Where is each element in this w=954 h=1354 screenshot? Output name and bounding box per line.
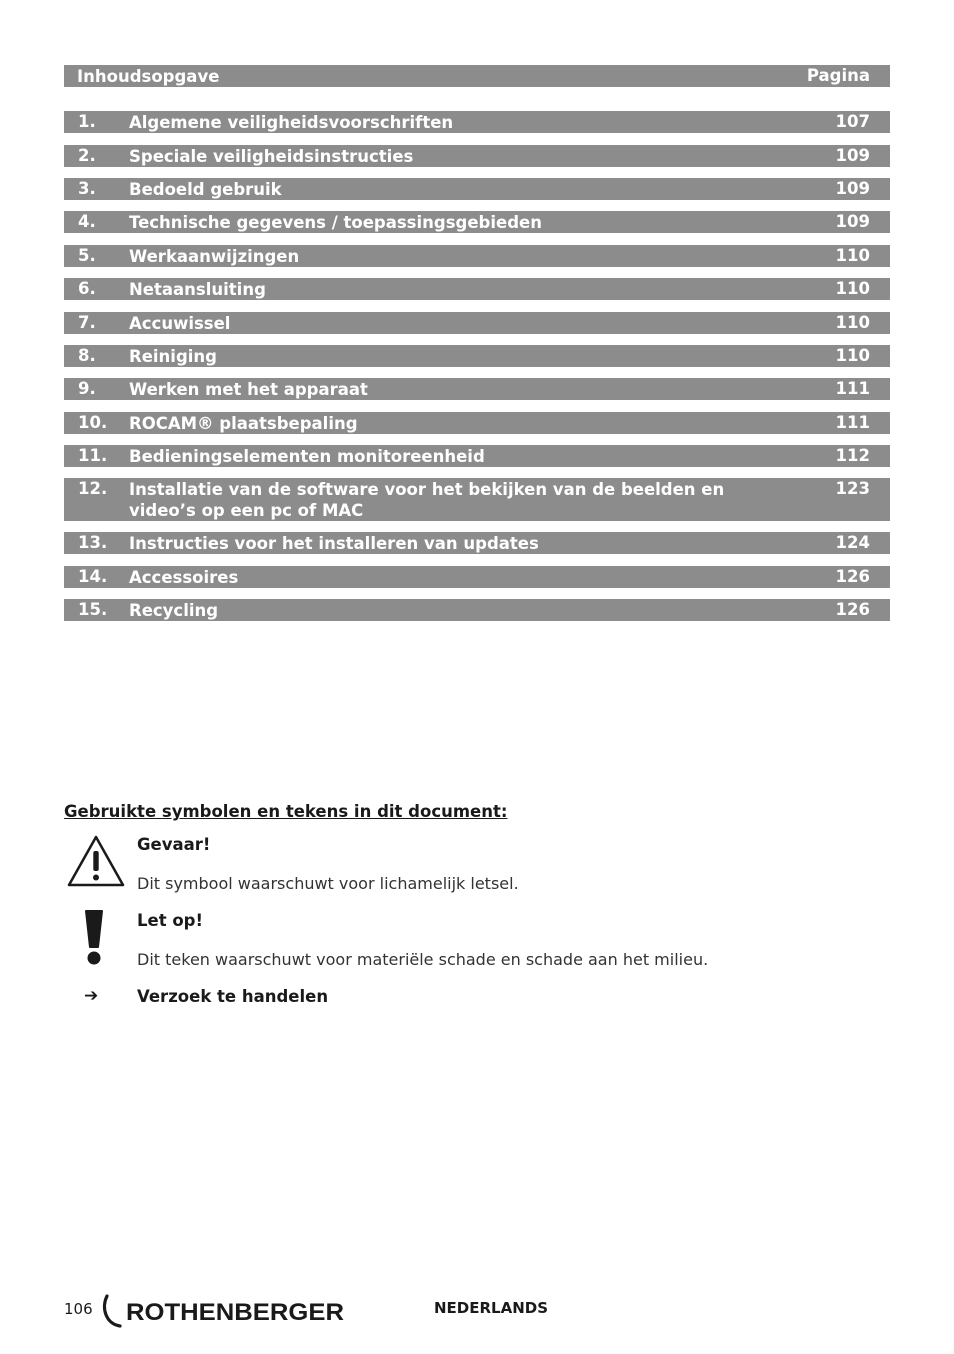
danger-text: Dit symbool waarschuwt voor lichamelijk letsel. [137,874,519,893]
toc-entry-page: 110 [835,279,870,298]
toc-entry-title: Installatie van de software voor het bekijken van de beelden en video’s op een pc of MAC [129,480,725,520]
toc-entry[interactable] [64,532,890,554]
toc-entry-title: Reiniging [129,347,217,366]
rothenberger-logo [100,1290,350,1334]
toc-entry-page: 126 [835,567,870,586]
toc-entry-number: 2. [78,146,96,165]
toc-entry[interactable] [64,111,890,133]
toc-entry-page: 111 [835,413,870,432]
toc-entry-page: 126 [835,600,870,619]
toc-entry[interactable] [64,445,890,467]
toc-entry[interactable] [64,312,890,334]
toc-entry[interactable] [64,211,890,233]
toc-entry[interactable] [64,245,890,267]
toc-entry-title: Werkaanwijzingen [129,247,300,266]
toc-entry-number: 4. [78,212,96,231]
toc-entry-number: 13. [78,533,108,552]
toc-entry-number: 9. [78,379,96,398]
toc-entry-title: Recycling [129,601,219,620]
toc-entry-number: 3. [78,179,96,198]
toc-entry[interactable] [64,145,890,167]
warning-triangle-icon [66,834,126,888]
toc-entry-title: Bedoeld gebruik [129,180,282,199]
toc-entry-title: Werken met het apparaat [129,380,368,399]
toc-entry-number: 15. [78,600,108,619]
toc-entry-number: 10. [78,413,108,432]
action-title: Verzoek te handelen [137,987,329,1006]
toc-entry[interactable] [64,478,890,521]
toc-entry-page: 110 [835,246,870,265]
toc-header-title: Inhoudsopgave [77,67,220,86]
toc-entry[interactable] [64,599,890,621]
toc-entry-number: 8. [78,346,96,365]
toc-entry[interactable] [64,378,890,400]
toc-entry-page: 109 [835,179,870,198]
toc-entry-page: 110 [835,313,870,332]
toc-entry-number: 5. [78,246,96,265]
toc-entry-number: 7. [78,313,96,332]
toc-entry-page: 109 [835,146,870,165]
toc-header-page: Pagina [806,66,870,85]
toc-entry-title: Algemene veiligheidsvoorschriften [129,113,454,132]
brand-name: ROTHENBERGER [126,1299,345,1326]
toc-entry[interactable] [64,345,890,367]
toc-entry-page: 107 [835,112,870,131]
toc-entry-title: Accessoires [129,568,239,587]
toc-entry-title: Accuwissel [129,314,231,333]
toc-entry-number: 11. [78,446,108,465]
arrow-right-icon: ➔ [84,986,99,1006]
toc-entry-title: Speciale veiligheidsinstructies [129,147,414,166]
toc-entry[interactable] [64,278,890,300]
danger-title: Gevaar! [137,835,211,854]
language-label: NEDERLANDS [434,1299,549,1317]
toc-entry-title: Instructies voor het installeren van updates [129,534,539,553]
toc-entry-page: 124 [835,533,870,552]
toc-entry-number: 14. [78,567,108,586]
toc-entry-title: Netaansluiting [129,280,266,299]
toc-entry-number: 1. [78,112,96,131]
caution-title: Let op! [137,911,204,930]
toc-entry-page: 110 [835,346,870,365]
toc-entry-page: 109 [835,212,870,231]
toc-entry-page: 111 [835,379,870,398]
caution-text: Dit teken waarschuwt voor materiële schade en schade aan het milieu. [137,950,709,969]
toc-entry[interactable] [64,566,890,588]
toc-entry[interactable] [64,412,890,434]
symbols-heading: Gebruikte symbolen en tekens in dit document: [64,802,508,821]
toc-entry-number: 6. [78,279,96,298]
toc-entry[interactable] [64,178,890,200]
toc-entry-title: ROCAM® plaatsbepaling [129,414,358,433]
toc-entry-title: Technische gegevens / toepassingsgebieden [129,213,542,232]
toc-entry-title: Bedieningselementen monitoreenheid [129,447,485,466]
toc-header [64,65,890,87]
toc-entry-number: 12. [78,479,108,498]
page-number: 106 [64,1300,93,1318]
toc-entry-page: 123 [835,479,870,498]
exclamation-icon [83,908,105,966]
toc-entry-page: 112 [835,446,870,465]
